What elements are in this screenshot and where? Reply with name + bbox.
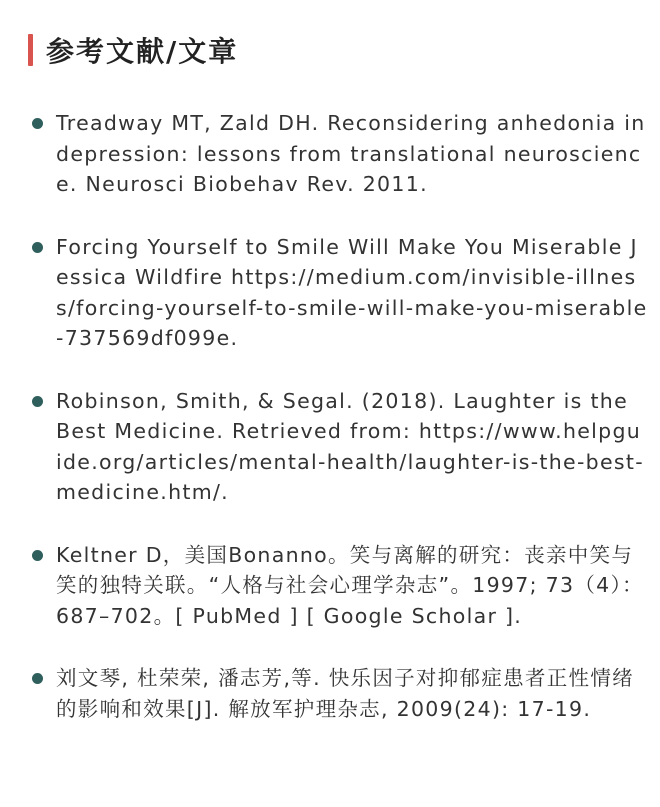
reference-item (28, 232, 648, 354)
reference-text: 刘文琴, 杜荣荣, 潘志芳,等. 快乐因子对抑郁症患者正性情绪的影响和效果[J]. 解放军护理杂志, 2009(24): 17-19. (56, 666, 634, 721)
page-title: 参考文献/文章 (46, 35, 239, 68)
reference-item (28, 108, 648, 200)
bullet-icon (32, 673, 43, 684)
bullet-icon (32, 396, 43, 407)
reference-text: Keltner D，美国Bonanno。笑与离解的研究：丧亲中笑与笑的独特关联。“人格与社会心理学杂志”。1997; 73（4）：687–702。[ PubMed ] [ Google Scholar ]. (56, 542, 644, 628)
reference-text: Treadway MT, Zald DH. Reconsidering anhedonia in depression: lessons from translational neuroscience. Neurosci Biobehav Rev. 2011. (56, 111, 646, 196)
title-accent-bar (28, 34, 33, 66)
section-header (28, 30, 238, 70)
reference-item (28, 386, 648, 508)
bullet-icon (32, 550, 43, 561)
bullet-icon (32, 118, 43, 129)
reference-text: Robinson, Smith, & Segal. (2018). Laughter is the Best Medicine. Retrieved from: https://www.helpguide.org/articles/mental-health/laughter-is-the-best-medicine.htm/. (56, 388, 644, 504)
reference-list (28, 108, 648, 724)
bullet-icon (32, 242, 43, 253)
reference-item (28, 540, 648, 632)
reference-item (28, 663, 648, 724)
reference-text: Forcing Yourself to Smile Will Make You Miserable Jessica Wildfire https://medium.com/invisible-illness/forcing-yourself-to-smile-will-make-you-miserable-737569df099e. (56, 234, 648, 350)
